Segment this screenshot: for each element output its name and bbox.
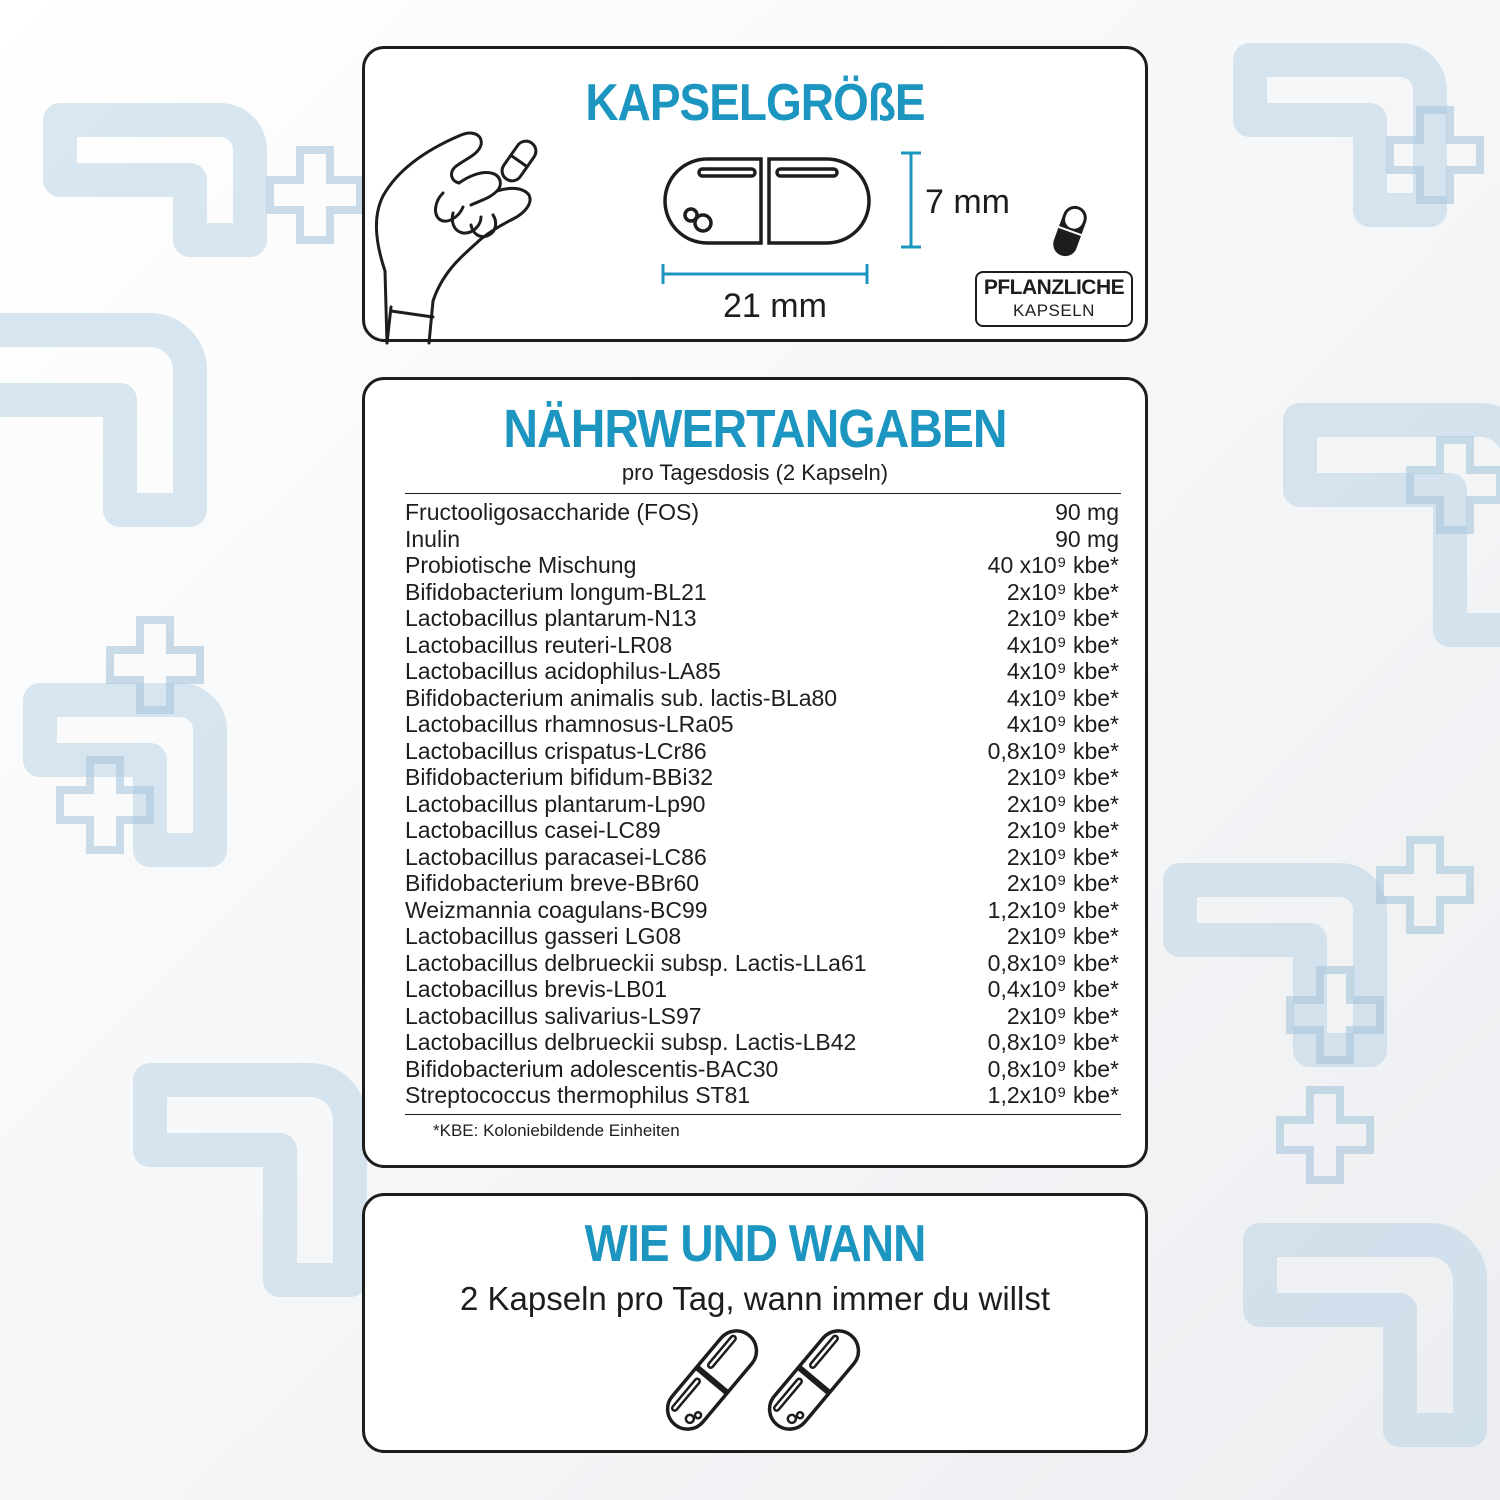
capsule-icon — [767, 1328, 861, 1432]
nutrition-row — [405, 976, 1119, 1003]
usage-card — [362, 1193, 1148, 1453]
nutrition-row — [405, 1082, 1119, 1109]
badge-line-1: PFLANZLICHE — [983, 276, 1125, 299]
ingredient-amount: 40 x10⁹ kbe* — [987, 552, 1119, 578]
ingredient-name: Lactobacillus paracasei-LC86 — [405, 843, 707, 870]
ingredient-name: Fructooligosaccharide (FOS) — [405, 499, 699, 525]
ingredient-name: Lactobacillus plantarum-N13 — [405, 605, 697, 631]
capsule-size-card — [362, 46, 1148, 342]
ingredient-name: Lactobacillus delbrueckii subsp. Lactis-LLa61 — [405, 949, 867, 976]
nutrition-row — [405, 499, 1119, 526]
height-label: 7 mm — [925, 183, 1010, 221]
ingredient-name: Lactobacillus salivarius-LS97 — [405, 1002, 702, 1029]
length-label: 21 mm — [723, 287, 827, 325]
ingredient-name: Bifidobacterium animalis sub. lactis-BLa80 — [405, 684, 838, 711]
nutrition-row — [405, 817, 1119, 844]
nutrition-row — [405, 1056, 1119, 1083]
ingredient-name: Lactobacillus casei-LC89 — [405, 817, 661, 843]
nutrition-row — [405, 526, 1119, 553]
ingredient-amount: 4x10⁹ kbe* — [1006, 631, 1119, 658]
usage-title: WIE UND WANN — [584, 1213, 926, 1273]
table-top-rule — [405, 493, 1121, 494]
nutrition-row — [405, 870, 1119, 897]
nutrition-title: NÄHRWERTANGABEN — [503, 399, 1007, 460]
nutrition-row — [405, 1003, 1119, 1030]
ingredient-amount: 90 mg — [1055, 525, 1119, 552]
ingredient-name: Streptococcus thermophilus ST81 — [405, 1082, 751, 1108]
ingredient-amount: 0,8x10⁹ kbe* — [987, 737, 1119, 764]
ingredient-amount: 0,8x10⁹ kbe* — [987, 1055, 1119, 1082]
nutrition-row — [405, 791, 1119, 818]
height-dimension-line — [899, 151, 923, 249]
capsule-size-title: KAPSELGRÖßE — [585, 72, 925, 132]
nutrition-row — [405, 923, 1119, 950]
ingredient-amount: 2x10⁹ kbe* — [1006, 764, 1119, 790]
plant-capsules-badge — [975, 271, 1133, 327]
capsule-diagram-icon — [661, 155, 873, 247]
ingredient-name: Lactobacillus acidophilus-LA85 — [405, 658, 721, 684]
ingredient-amount: 4x10⁹ kbe* — [1006, 711, 1119, 737]
nutrition-row — [405, 632, 1119, 659]
ingredient-name: Bifidobacterium adolescentis-BAC30 — [405, 1055, 779, 1082]
ingredient-amount: 1,2x10⁹ kbe* — [987, 896, 1119, 923]
ingredient-name: Lactobacillus rhamnosus-LRa05 — [405, 711, 734, 737]
ingredient-amount: 0,8x10⁹ kbe* — [987, 949, 1119, 976]
ingredient-amount: 1,2x10⁹ kbe* — [987, 1082, 1119, 1108]
length-dimension-line — [661, 263, 869, 285]
ingredient-amount: 2x10⁹ kbe* — [1006, 843, 1119, 870]
nutrition-subtitle: pro Tagesdosis (2 Kapseln) — [621, 460, 889, 485]
ingredient-name: Weizmannia coagulans-BC99 — [405, 896, 708, 923]
nutrition-row — [405, 579, 1119, 606]
badge-line-2: KAPSELN — [1013, 301, 1095, 320]
ingredient-amount: 2x10⁹ kbe* — [1006, 578, 1119, 605]
ingredient-amount: 2x10⁹ kbe* — [1006, 1002, 1119, 1029]
capsule-icon — [665, 1328, 759, 1432]
nutrition-card — [362, 377, 1148, 1168]
ingredient-amount: 2x10⁹ kbe* — [1006, 870, 1119, 896]
ingredient-amount: 2x10⁹ kbe* — [1006, 923, 1119, 949]
ingredient-amount: 2x10⁹ kbe* — [1006, 817, 1119, 843]
nutrition-row — [405, 950, 1119, 977]
nutrition-row — [405, 685, 1119, 712]
nutrition-row — [405, 1029, 1119, 1056]
nutrition-row — [405, 764, 1119, 791]
ingredient-amount: 4x10⁹ kbe* — [1006, 658, 1119, 684]
ingredient-amount: 4x10⁹ kbe* — [1006, 684, 1119, 711]
nutrition-row — [405, 711, 1119, 738]
ingredient-amount: 2x10⁹ kbe* — [1006, 605, 1119, 631]
footnote: *KBE: Koloniebildende Einheiten — [433, 1121, 680, 1140]
ingredient-amount: 2x10⁹ kbe* — [1006, 790, 1119, 817]
nutrition-row — [405, 658, 1119, 685]
nutrition-row — [405, 897, 1119, 924]
nutrition-row — [405, 738, 1119, 765]
ingredient-name: Lactobacillus crispatus-LCr86 — [405, 737, 707, 764]
ingredient-amount: 90 mg — [1055, 499, 1119, 525]
usage-text: 2 Kapseln pro Tag, wann immer du willst — [459, 1280, 1050, 1317]
ingredient-name: Lactobacillus gasseri LG08 — [405, 923, 682, 949]
nutrition-row — [405, 552, 1119, 579]
ingredient-name: Lactobacillus brevis-LB01 — [405, 976, 668, 1002]
nutrition-row — [405, 605, 1119, 632]
ingredient-name: Bifidobacterium bifidum-BBi32 — [405, 764, 714, 790]
ingredient-name: Bifidobacterium breve-BBr60 — [405, 870, 700, 896]
ingredient-amount: 0,4x10⁹ kbe* — [987, 976, 1119, 1002]
nutrition-row — [405, 844, 1119, 871]
ingredient-amount: 0,8x10⁹ kbe* — [987, 1029, 1119, 1055]
nutrition-table — [405, 499, 1119, 1109]
ingredient-name: Lactobacillus reuteri-LR08 — [405, 631, 673, 658]
ingredient-name: Probiotische Mischung — [405, 552, 637, 578]
ingredient-name: Inulin — [405, 525, 460, 552]
hand-holding-capsule-icon — [373, 121, 543, 343]
ingredient-name: Bifidobacterium longum-BL21 — [405, 578, 707, 605]
ingredient-name: Lactobacillus delbrueckii subsp. Lactis-LB42 — [405, 1029, 857, 1055]
ingredient-name: Lactobacillus plantarum-Lp90 — [405, 790, 706, 817]
table-bottom-rule — [405, 1114, 1121, 1115]
plant-capsule-icon — [1047, 201, 1093, 261]
